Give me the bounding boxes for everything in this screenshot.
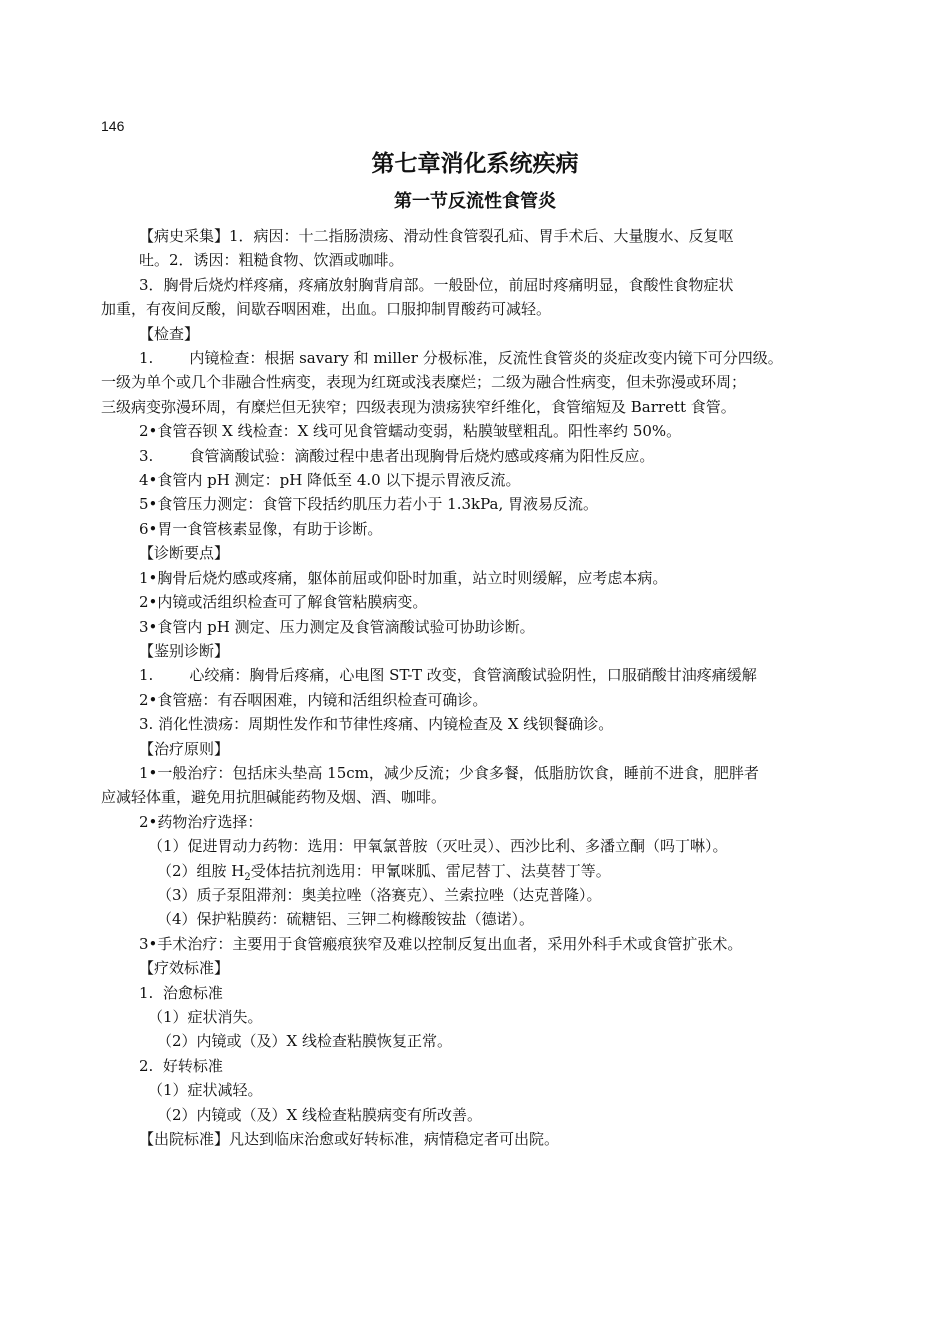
treatment-item-2: 2•药物治疗选择： [139, 812, 263, 831]
exam-item-6: 6•胃一食管核素显像，有助于诊断。 [139, 519, 383, 538]
drug-option-2-part-a: （2）组胺 H [157, 861, 245, 880]
chapter-title: 第七章消化系统疾病 [371, 151, 579, 177]
differential-item-2: 2•食管癌：有吞咽困难，内镜和活组织检查可确诊。 [139, 690, 488, 709]
history-line-3: 3．胸骨后烧灼样疼痛，疼痛放射胸背肩部。一般卧位，前屈时疼痛明显，食酸性食物症状 [139, 275, 734, 294]
differential-item-1-text: 心绞痛：胸骨后疼痛，心电图 ST-T 改变，食管滴酸试验阴性，口服硝酸甘油疼痛缓解 [189, 666, 757, 685]
diagnosis-item-2: 2•内镜或活组织检查可了解食管粘膜病变。 [139, 593, 428, 612]
exam-heading: 【检查】 [139, 324, 200, 343]
treatment-item-1: 1•一般治疗：包括床头垫高 15cm，减少反流；少食多餐，低脂肪饮食，睡前不进食，肥胖者 [139, 763, 759, 782]
exam-item-2: 2•食管吞钡 X 线检查：X 线可见食管蠕动变弱，粘膜皱壁粗乱。阳性率约 50%。 [139, 422, 682, 441]
discharge-criteria: 【出院标准】凡达到临床治愈或好转标准，病情稳定者可出院。 [139, 1130, 560, 1149]
diagnosis-item-3: 3•食管内 pH 测定、压力测定及食管滴酸试验可协助诊断。 [139, 617, 535, 636]
exam-item-1 [101, 346, 881, 370]
cure-criteria-2: （2）内镜或（及）X 线检查粘膜恢复正常。 [157, 1032, 452, 1051]
treatment-heading: 【治疗原则】 [139, 739, 230, 758]
history-line-2: 吐。2．诱因：粗糙食物、饮酒或咖啡。 [139, 251, 404, 270]
treatment-item-3: 3•手术治疗：主要用于食管瘢痕狭窄及难以控制反复出血者，采用外科手术或食管扩张术。 [139, 934, 743, 953]
exam-item-3-text: 食管滴酸试验：滴酸过程中患者出现胸骨后烧灼感或疼痛为阳性反应。 [189, 446, 655, 465]
differential-item-1 [101, 663, 881, 687]
improvement-criteria-1: （1）症状减轻。 [148, 1081, 263, 1100]
page-number: 146 [101, 118, 125, 134]
history-line-1: 【病史采集】1．病因：十二指肠溃疡、滑动性食管裂孔疝、胃手术后、大量腹水、反复呕 [139, 227, 734, 245]
exam-item-1-line-3: 三级病变弥漫环周，有糜烂但无狭窄；四级表现为溃疡狭窄纤维化，食管缩短及 Barrett 食管。 [101, 397, 736, 416]
efficacy-heading: 【疗效标准】 [139, 959, 230, 978]
drug-option-2 [101, 859, 881, 883]
cure-criteria: 1. 治愈标准 [139, 983, 223, 1002]
exam-item-1-number: 1. [139, 349, 154, 368]
drug-option-3: （3）质子泵阻滞剂：奥美拉唑（洛赛克）、兰索拉唑（达克普隆）。 [157, 885, 602, 904]
exam-item-5: 5•食管压力测定：食管下段括约肌压力若小于 1.3kPa, 胃液易反流。 [139, 495, 599, 514]
exam-item-1-line-2: 一级为单个或几个非融合性病变，表现为红斑或浅表糜烂；二级为融合性病变，但未弥漫或环周； [101, 373, 747, 392]
exam-item-1-text: 内镜检查：根据 savary 和 miller 分极标准，反流性食管炎的炎症改变内镜下可分四级。 [189, 349, 783, 368]
drug-option-2-part-b: 受体拮抗剂选用：甲氰咪胍、雷尼替丁、法莫替丁等。 [250, 861, 611, 880]
drug-option-2-subscript: 2 [244, 871, 251, 883]
diagnosis-heading: 【诊断要点】 [139, 544, 230, 563]
section-title: 第一节反流性食管炎 [394, 191, 556, 212]
differential-item-1-number: 1. [139, 666, 154, 685]
differential-heading: 【鉴别诊断】 [139, 641, 230, 660]
history-line-4: 加重，有夜间反酸，间歇吞咽困难，出血。口服抑制胃酸药可减轻。 [101, 300, 552, 319]
exam-item-4: 4•食管内 pH 测定：pH 降低至 4.0 以下提示胃液反流。 [139, 471, 521, 490]
diagnosis-item-1: 1•胸骨后烧灼感或疼痛，躯体前屈或仰卧时加重，站立时则缓解，应考虑本病。 [139, 568, 668, 587]
exam-item-3-number: 3. [139, 446, 154, 465]
improvement-criteria: 2. 好转标准 [139, 1056, 223, 1075]
improvement-criteria-2: （2）内镜或（及）X 线检查粘膜病变有所改善。 [157, 1105, 482, 1124]
differential-item-3: 3. 消化性溃疡：周期性发作和节律性疼痛、内镜检查及 X 线钡餐确诊。 [139, 715, 614, 734]
drug-option-4: （4）保护粘膜药：硫糖铝、三钾二枸橼酸铵盐（德诺）。 [157, 910, 535, 929]
document-body [101, 224, 881, 1151]
treatment-item-1-line-2: 应减轻体重，避免用抗胆碱能药物及烟、酒、咖啡。 [101, 788, 447, 807]
exam-item-3 [101, 444, 881, 468]
cure-criteria-1: （1）症状消失。 [148, 1008, 263, 1026]
drug-option-1: （1）促进胃动力药物：选用：甲氧氯普胺（灭吐灵）、西沙比利、多潘立酮（吗丁啉）。 [148, 837, 728, 856]
